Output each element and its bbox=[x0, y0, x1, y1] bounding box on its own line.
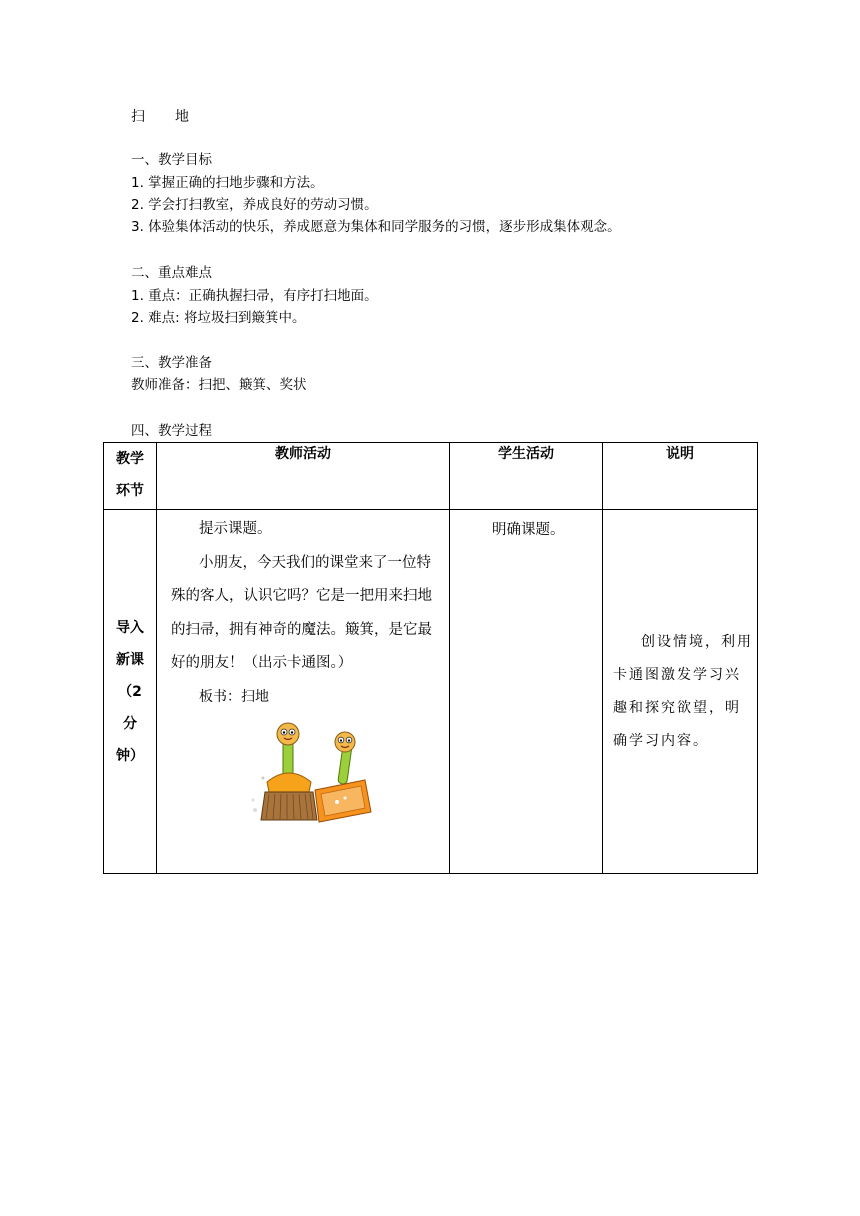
header-stage bbox=[104, 443, 157, 510]
stage-line: （2 bbox=[118, 683, 142, 700]
prep-text: 教师准备：扫把、簸箕、奖状 bbox=[131, 377, 307, 393]
goal-item: 3. 体验集体活动的快乐，养成愿意为集体和同学服务的习惯，逐步形成集体观念。 bbox=[131, 219, 621, 235]
process-table bbox=[103, 442, 758, 874]
goal-item: 1. 掌握正确的扫地步骤和方法。 bbox=[131, 175, 324, 191]
stage-line: 钟） bbox=[116, 747, 144, 764]
student-activity-text: 明确课题。 bbox=[492, 522, 565, 538]
teacher-paragraph: 提示课题。 bbox=[199, 521, 272, 537]
teacher-paragraph: 板书：扫地 bbox=[199, 688, 269, 705]
header-stage-line: 教学 bbox=[116, 451, 144, 467]
title-char-1: 扫 bbox=[131, 109, 145, 125]
stage-line: 分 bbox=[123, 715, 137, 732]
stage-line: 新课 bbox=[116, 651, 144, 668]
teacher-activity-cell bbox=[157, 510, 450, 874]
header-note: 说明 bbox=[603, 443, 758, 510]
header-teacher: 教师活动 bbox=[157, 443, 450, 510]
note-text: 创设情境，利用卡通图激发学习兴趣和探究欲望，明确学习内容。 bbox=[613, 633, 753, 749]
keypoint-item: 1. 重点：正确执握扫帚，有序打扫地面。 bbox=[131, 288, 378, 304]
stage-cell bbox=[104, 510, 157, 874]
stage-line: 导入 bbox=[116, 619, 144, 636]
table-row bbox=[104, 510, 758, 874]
goal-item: 2. 学会打扫教室，养成良好的劳动习惯。 bbox=[131, 197, 378, 213]
goals-heading: 一、教学目标 bbox=[131, 152, 212, 168]
header-student: 学生活动 bbox=[450, 443, 603, 510]
teacher-paragraph: 小朋友，今天我们的课堂来了一位特殊的客人，认识它吗？它是一把用来扫地的扫帚，拥有神奇的魔法。簸箕，是它最好的朋友！（出示卡通图。） bbox=[171, 554, 432, 671]
prep-heading: 三、教学准备 bbox=[131, 355, 212, 371]
keypoint-item: 2. 难点: 将垃圾扫到簸箕中。 bbox=[131, 310, 306, 326]
lesson-title bbox=[131, 106, 189, 126]
note-cell bbox=[603, 510, 758, 874]
process-heading: 四、教学过程 bbox=[131, 423, 212, 439]
title-char-2: 地 bbox=[175, 109, 189, 125]
table-header-row bbox=[104, 443, 758, 510]
header-stage-line: 环节 bbox=[116, 483, 144, 499]
student-activity-cell bbox=[450, 510, 603, 874]
broom-and-dustpan-cartoon-icon bbox=[157, 714, 449, 830]
keypoints-heading: 二、重点难点 bbox=[131, 265, 212, 281]
